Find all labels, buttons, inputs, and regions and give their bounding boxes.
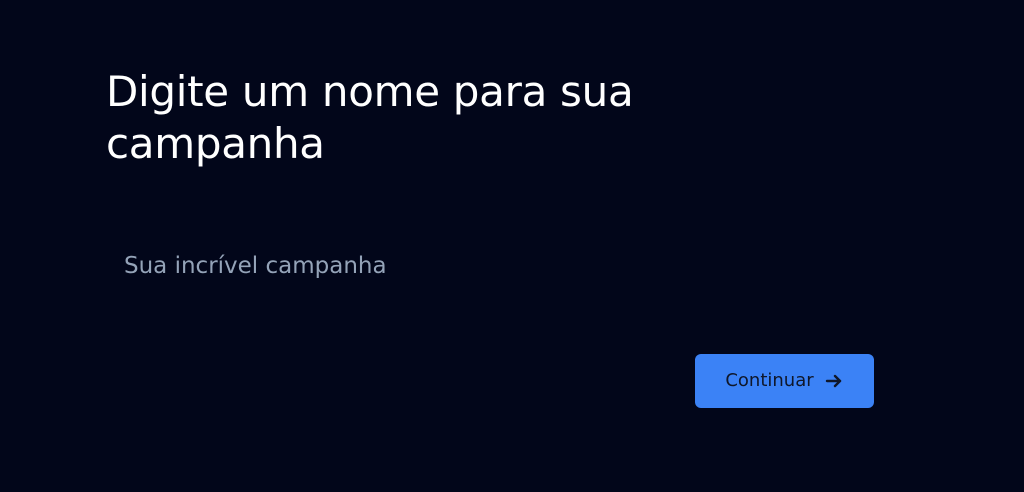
continue-button[interactable] <box>695 354 874 408</box>
continue-button-label: Continuar <box>725 370 814 391</box>
page-title: Digite um nome para sua campanha <box>106 67 634 168</box>
campaign-name-input[interactable] <box>106 240 706 292</box>
arrow-right-icon <box>824 371 844 391</box>
campaign-name-field-container <box>106 240 706 292</box>
